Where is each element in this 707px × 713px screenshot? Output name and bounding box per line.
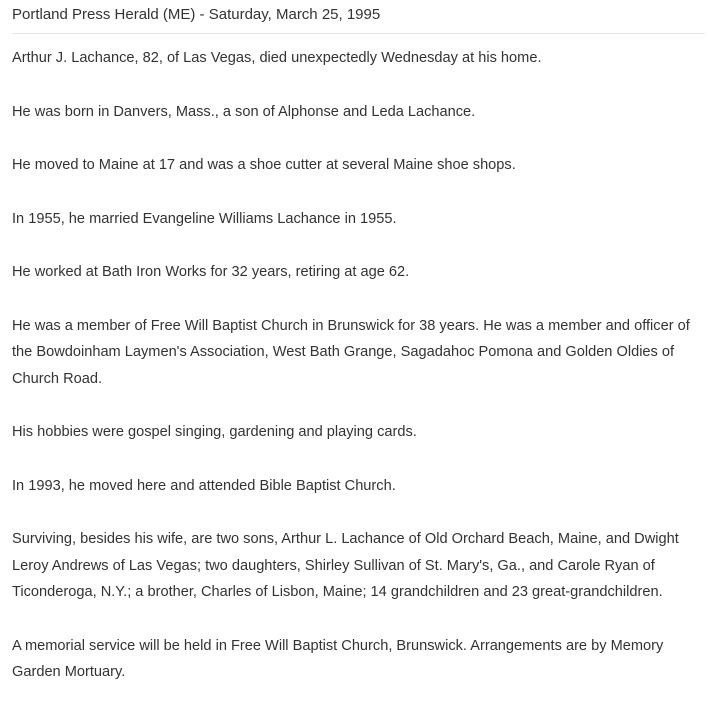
paragraph: He was born in Danvers, Mass., a son of Alphonse and Leda Lachance.: [12, 103, 476, 120]
paragraph: His hobbies were gospel singing, gardening and playing cards.: [12, 424, 417, 440]
source-line: Portland Press Herald (ME) - Saturday, March 25, 1995: [12, 6, 381, 23]
paragraph: Arthur J. Lachance, 82, of Las Vegas, died unexpectedly Wednesday at his home.: [12, 50, 542, 66]
divider: [12, 33, 705, 34]
paragraph: He was a member of Free Will Baptist Church in Brunswick for 38 years. He was a member and officer of the Bowdoinham Laymen's Association, West Bath Grange, Sagadahoc Pomona and Golden Oldies of Church Road.: [12, 317, 690, 387]
paragraph: He worked at Bath Iron Works for 32 years, retiring at age 62.: [12, 264, 410, 280]
obituary-body: [12, 45, 697, 713]
paragraph: A memorial service will be held in Free Will Baptist Church, Brunswick. Arrangements are by Memory Garden Mortuary.: [12, 637, 664, 680]
paragraph: In 1955, he married Evangeline Williams Lachance in 1955.: [12, 210, 397, 227]
paragraph: He moved to Maine at 17 and was a shoe cutter at several Maine shoe shops.: [12, 157, 516, 173]
paragraph: In 1993, he moved here and attended Bible Baptist Church.: [12, 477, 396, 494]
paragraph: Surviving, besides his wife, are two sons, Arthur L. Lachance of Old Orchard Beach, Maine, and Dwight Leroy Andrews of Las Vegas; two daughters, Shirley Sullivan of St. Mary's, Ga., and Carole Ryan of Ticonderoga, N.Y.; a brother, Charles of Lisbon, Maine; 14 grandchildren and 23 great-grandchildren.: [12, 531, 679, 600]
